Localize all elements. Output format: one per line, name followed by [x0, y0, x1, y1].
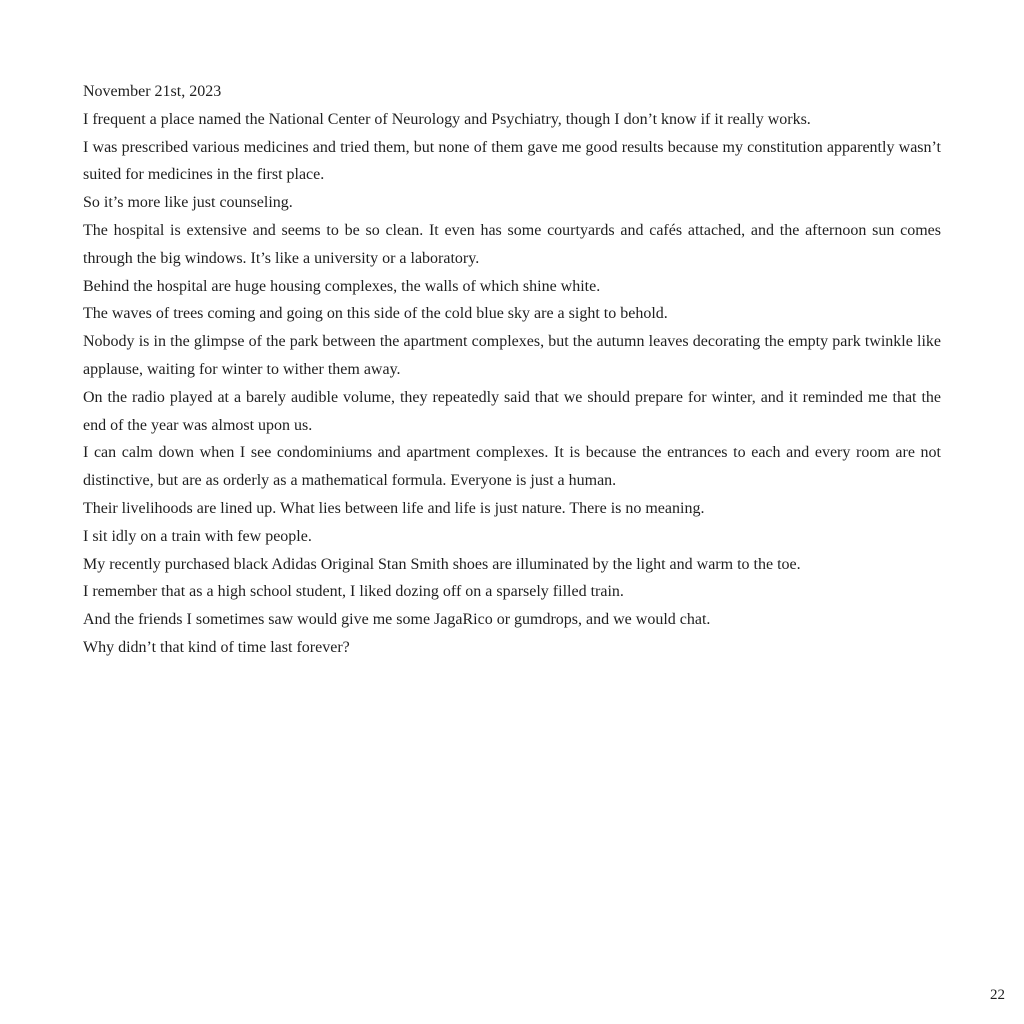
paragraph: I can calm down when I see condominiums and apartment complexes. It is because the entrances to each and every room are not distinctive, but are as orderly as a mathematical formula. Everyone is just a human. [83, 444, 941, 490]
paragraph: Why didn’t that kind of time last forever? [83, 638, 350, 656]
paragraph: I was prescribed various medicines and tried them, but none of them gave me good results because my constitution apparently wasn’t suited for medicines in the first place. [83, 138, 941, 184]
paragraph: Behind the hospital are huge housing complexes, the walls of which shine white. [83, 277, 601, 295]
paragraph: Nobody is in the glimpse of the park between the apartment complexes, but the autumn leaves decorating the empty park twinkle like applause, waiting for winter to wither them away. [83, 333, 941, 378]
paragraph: On the radio played at a barely audible volume, they repeatedly said that we should prepare for winter, and it reminded me that the end of the year was almost upon us. [83, 388, 941, 434]
paragraph: I remember that as a high school student, I liked dozing off on a sparsely filled train. [83, 583, 624, 601]
page-number: 22 [990, 987, 1005, 1003]
paragraph: I sit idly on a train with few people. [83, 527, 312, 545]
paragraph: Their livelihoods are lined up. What lies between life and life is just nature. There is no meaning. [83, 499, 705, 517]
paragraph: And the friends I sometimes saw would give me some JagaRico or gumdrops, and we would chat. [83, 611, 711, 629]
paragraph: My recently purchased black Adidas Original Stan Smith shoes are illuminated by the light and warm to the toe. [83, 555, 801, 573]
entry-date: November 21st, 2023 [83, 83, 222, 100]
paragraph: So it’s more like just counseling. [83, 194, 293, 212]
paragraph: The hospital is extensive and seems to be so clean. It even has some courtyards and cafés attached, and the afternoon sun comes through the big windows. It’s like a university or a laboratory. [83, 221, 941, 267]
page-body [83, 78, 941, 662]
paragraph: I frequent a place named the National Center of Neurology and Psychiatry, though I don’t know if it really works. [83, 110, 811, 128]
paragraph: The waves of trees coming and going on this side of the cold blue sky are a sight to behold. [83, 305, 668, 323]
